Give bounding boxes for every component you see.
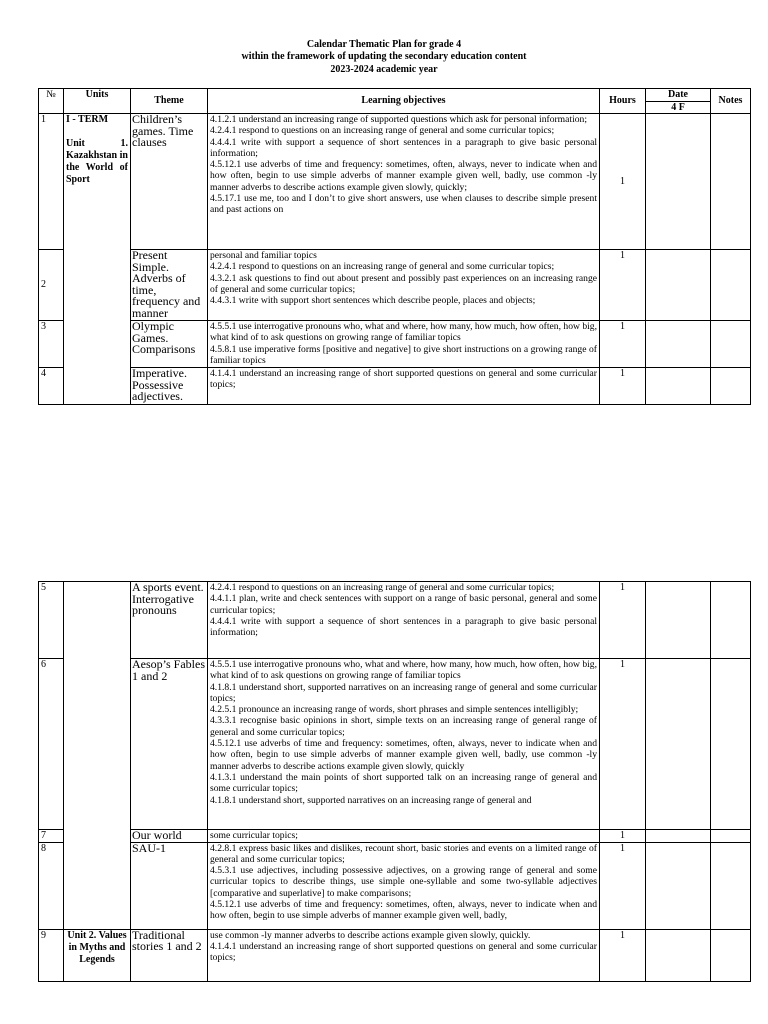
objectives-cell: 4.2.4.1 respond to questions on an increasing range of general and some curricular topics; 4.4.1.1 plan, write and check sentences with support on a range of basic personal, general and some curricular topics; 4.4.4.1 write with support a sequence of short sentences in a paragraph to give basic personal information; [208,582,600,659]
date-cell[interactable] [646,659,711,830]
doc-subtitle: within the framework of updating the secondary education content [241,51,527,62]
row-number: 4 [39,368,64,405]
doc-academic-year: 2023-2024 academic year [330,64,438,75]
objectives-cell: 4.2.8.1 express basic likes and dislikes, recount short, basic stories and events on a limited range of general and some curricular topics; 4.5.3.1 use adjectives, including possessive adjectives, on a growing range of general and some curricular topics to describe things, use simple one-syllable and some two-syllable adjectives [comparative and superlative] to make comparisons; 4.5.12.1 use adverbs of time and frequency: sometimes, often, always, never to indicate when and how often, begin to use simple adverbs of manner example given well, badly, [208,842,600,929]
row-number: 6 [39,659,64,830]
notes-cell[interactable] [711,368,751,405]
hours-cell: 1 [600,250,646,321]
hours-cell: 1 [600,114,646,250]
date-cell[interactable] [646,368,711,405]
col-objectives-header: Learning objectives [208,89,600,114]
table-row [39,250,751,321]
theme-cell: Our world [131,830,208,843]
notes-cell[interactable] [711,929,751,981]
objectives-cell: 4.5.5.1 use interrogative pronouns who, what and where, how many, how much, how often, how big, what kind of to ask questions on growing range of familiar topics 4.5.8.1 use imperative forms [positive and negative] to give short instructions on a growing range of familiar topics [208,321,600,368]
plan-table-part1 [38,88,751,405]
hours-cell: 1 [600,830,646,843]
notes-cell[interactable] [711,321,751,368]
date-cell[interactable] [646,250,711,321]
theme-cell: Olympic Games. Comparisons [131,321,208,368]
col-units-header: Units [64,89,131,114]
table-row [39,321,751,368]
plan-table-part2 [38,581,751,982]
row-number: 1 [39,114,64,250]
col-num-header: № [39,89,64,114]
table-row [39,368,751,405]
unit-cell [64,114,131,405]
col-hours-header: Hours [600,89,646,114]
theme-cell: Aesop’s Fables 1 and 2 [131,659,208,830]
notes-cell[interactable] [711,114,751,250]
objectives-cell: 4.5.5.1 use interrogative pronouns who, what and where, how many, how much, how often, how big, what kind of to ask questions on growing range of familiar topics 4.1.8.1 understand short, supported narratives on an increasing range of general and some curricular topics; 4.2.5.1 pronounce an increasing range of words, short phrases and simple sentences intelligibly; 4.3.3.1 recognise basic opinions in short, simple texts on an increasing range of general range of general and some curricular topics; 4.5.12.1 use adverbs of time and frequency: sometimes, often, always, never to indicate when and how often, begin to use simple adverbs of manner example given well, badly, use common -ly manner adverbs to describe actions example given slowly, quickly 4.1.3.1 understand the main points of short supported talk on an increasing range of general and some curricular topics; 4.1.8.1 understand short, supported narratives on an increasing range of general and [208,659,600,830]
hours-cell: 1 [600,842,646,929]
objectives-cell: some curricular topics; [208,830,600,843]
date-cell[interactable] [646,321,711,368]
objectives-cell: personal and familiar topics 4.2.4.1 respond to questions on an increasing range of general and some curricular topics; 4.3.2.1 ask questions to find out about present and possibly past experiences on an increasing range of general and some curricular topics; 4.4.3.1 write with support short sentences which describe people, places and objects; [208,250,600,321]
date-cell[interactable] [646,929,711,981]
col-notes-header: Notes [711,89,751,114]
notes-cell[interactable] [711,842,751,929]
table-row [39,842,751,929]
hours-cell: 1 [600,659,646,830]
date-cell[interactable] [646,582,711,659]
objectives-cell: 4.1.2.1 understand an increasing range of supported questions which ask for personal information; 4.2.4.1 respond to questions on an increasing range of general and some curricular topics; 4.4.4.1 write with support a sequence of short sentences in a paragraph to give basic personal information; 4.5.12.1 use adverbs of time and frequency: sometimes, often, always, never to indicate when and how often, begin to use simple adverbs of manner example given well, badly, use common -ly manner adverbs to describe actions example given slowly, quickly; 4.5.17.1 use me, too and I don’t to give short answers, use when clauses to describe simple present and past actions on [208,114,600,250]
date-cell[interactable] [646,114,711,250]
theme-cell: Traditional stories 1 and 2 [131,929,208,981]
theme-cell: A sports event. Interrogative pronouns [131,582,208,659]
row-number: 3 [39,321,64,368]
row-number: 7 [39,830,64,843]
unit-name: Unit 1. Kazakhstan in the World of Sport [66,138,128,185]
theme-cell: Children’s games. Time clauses [131,114,208,250]
doc-title: Calendar Thematic Plan for grade 4 [306,39,462,50]
notes-cell[interactable] [711,582,751,659]
hours-cell: 1 [600,368,646,405]
date-class-label: 4 F [671,101,685,113]
date-cell[interactable] [646,842,711,929]
col-theme-header: Theme [131,89,208,114]
row-number: 8 [39,842,64,929]
theme-cell: Present Simple. Adverbs of time, frequency and manner [131,250,208,321]
row-number: 5 [39,582,64,659]
row-number: 2 [39,250,64,321]
notes-cell[interactable] [711,250,751,321]
date-cell[interactable] [646,830,711,843]
notes-cell[interactable] [711,659,751,830]
hours-cell: 1 [600,321,646,368]
notes-cell[interactable] [711,830,751,843]
table-row [39,830,751,843]
date-label: Date [646,89,710,102]
row-number: 9 [39,929,64,981]
theme-cell: SAU-1 [131,842,208,929]
hours-cell: 1 [600,929,646,981]
theme-cell: Imperative. Possessive adjectives. [131,368,208,405]
table-header-row [39,89,751,114]
term-label: I - TERM [66,114,109,125]
objectives-cell: use common -ly manner adverbs to describe actions example given slowly, quickly. 4.1.4.1 understand an increasing range of short supported questions on general and some curricular topics; [208,929,600,981]
unit-cell-empty [64,582,131,930]
table-row [39,582,751,659]
table-row [39,929,751,981]
col-date-header [646,89,711,114]
table-row [39,659,751,830]
objectives-cell: 4.1.4.1 understand an increasing range of short supported questions on general and some curricular topics; [208,368,600,405]
unit-cell: Unit 2. Values in Myths and Legends [64,929,131,981]
hours-cell: 1 [600,582,646,659]
table-row [39,114,751,250]
